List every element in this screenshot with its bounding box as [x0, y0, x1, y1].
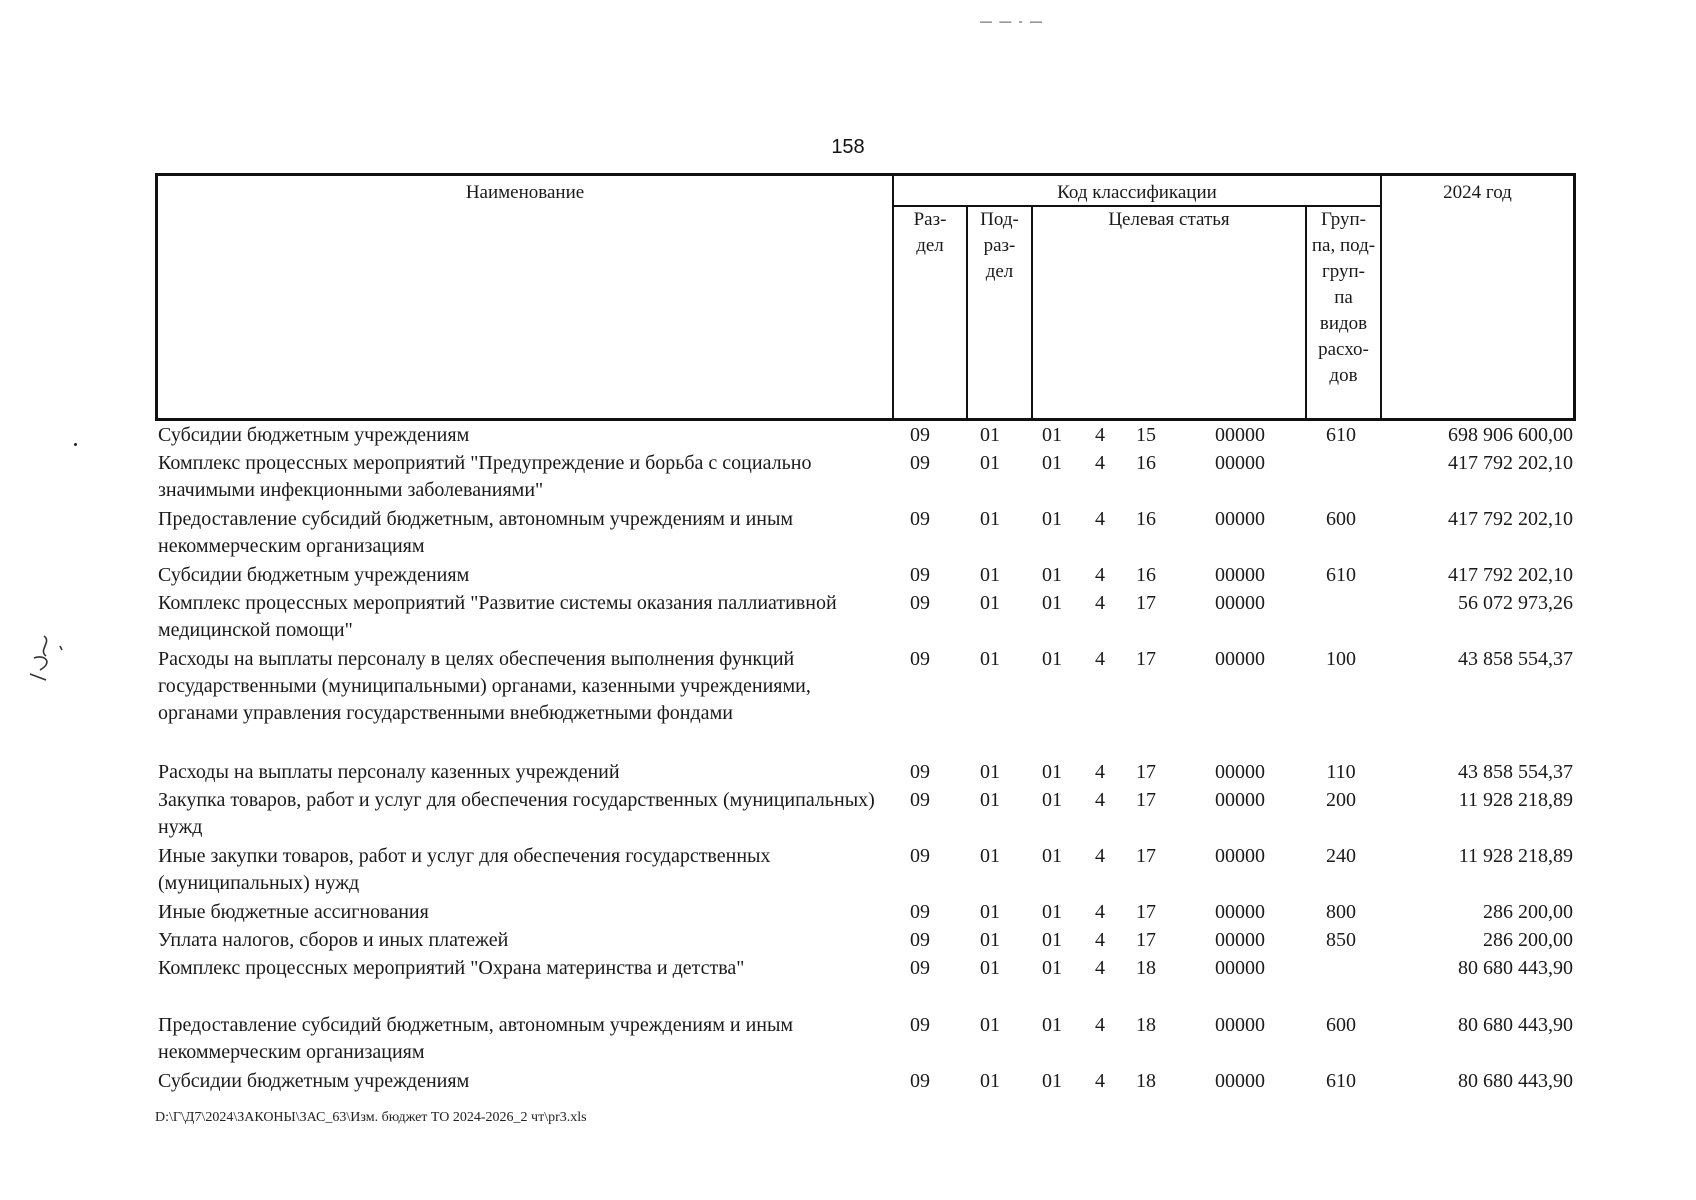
scan-dot	[74, 443, 77, 446]
top-scan-marks: — — - —	[980, 14, 1044, 28]
page-number: 158	[831, 136, 865, 158]
handwritten-mark	[24, 628, 74, 688]
table-header	[155, 173, 1576, 421]
header-year: 2024 год	[1443, 182, 1512, 203]
footer-file-path: D:\Г\Д7\2024\ЗАКОНЫ\ЗАС_63\Изм. бюджет ТО 2024-2026_2 чт\pr3.xls	[155, 1110, 587, 1125]
header-razdel: Раз- дел	[913, 209, 947, 256]
header-group: Груп- па, под- груп- па видов расхо- дов	[1311, 209, 1376, 386]
header-podrazdel: Под- раз- дел	[980, 209, 1019, 282]
header-name: Наименование	[465, 182, 585, 203]
header-target-article: Целевая статья	[1108, 209, 1230, 230]
header-classification: Код классификации	[1057, 182, 1217, 203]
